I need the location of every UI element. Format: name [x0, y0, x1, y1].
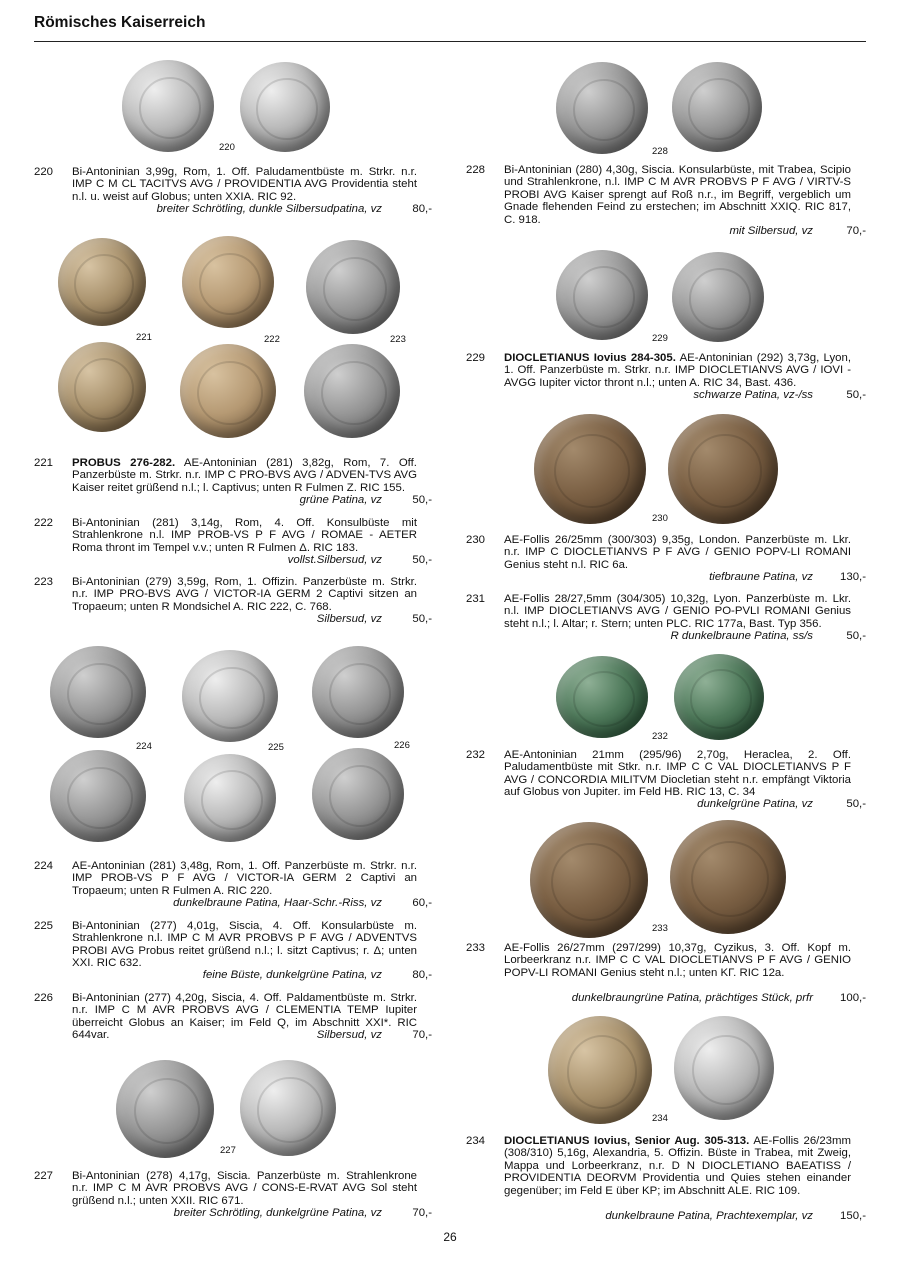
coin-232-reverse	[674, 654, 764, 740]
lot-price: 70,-	[846, 225, 866, 237]
coin-233-reverse	[670, 820, 786, 934]
image-label-229: 229	[652, 333, 668, 344]
image-label-220: 220	[219, 142, 235, 153]
image-label-225: 225	[268, 742, 284, 753]
image-label-226: 226	[394, 740, 410, 751]
coin-234-reverse	[674, 1016, 774, 1120]
coin-229-reverse	[672, 252, 764, 342]
image-label-232: 232	[652, 731, 668, 742]
lot-description: Bi-Antoninian (277) 4,01g, Siscia, 4. Off. Konsularbüste m. Strahlenkrone n.l. IMP C M AVR PROBVS P F AVG / ADVENTVS PROBI AVG Probus reitet grüßend n.l.; l. sitzt Captivus; r. Δ; unten XXI. RIC 632.	[72, 920, 417, 970]
lot-price: 50,-	[846, 389, 866, 401]
lot-condition: breiter Schrötling, dunkelgrüne Patina, vz	[173, 1207, 382, 1219]
lot-231	[466, 593, 866, 645]
image-label-227: 227	[220, 1145, 236, 1156]
lot-number: 230	[466, 534, 486, 546]
coin-230-reverse	[668, 414, 778, 524]
lot-description: AE-Follis 28/27,5mm (304/305) 10,32g, Lyon. Panzerbüste m. Lkr. n.l. IMP DIOCLETIANVS AVG / GENIO PO-PVLI ROMANI Genius steht n.l.; l. Altar; r. Stern; unten PLC. RIC 177a, Bast. Typ 356.	[504, 593, 851, 630]
lot-condition: vollst.Silbersud, vz	[287, 554, 382, 566]
coin-225-reverse	[184, 754, 276, 842]
image-label-233: 233	[652, 923, 668, 934]
ruler-name: DIOCLETIANUS Iovius, Senior Aug. 305-313.	[504, 1135, 750, 1147]
page-header-title: Römisches Kaiserreich	[34, 14, 206, 31]
lot-number: 222	[34, 517, 54, 529]
coin-226-reverse	[312, 748, 404, 840]
image-label-221: 221	[136, 332, 152, 343]
ruler-name: DIOCLETIANUS Iovius 284-305.	[504, 352, 676, 364]
lot-226	[34, 992, 432, 1044]
lot-227	[34, 1170, 432, 1222]
lot-price: 80,-	[412, 969, 432, 981]
lot-condition: schwarze Patina, vz-/ss	[693, 389, 813, 401]
lot-text: AE-Antoninian (292) 3,73g, Lyon, 1. Off. Panzerbüste m. Strkr. n.r. IMP DIOCLETIANVS AVG / IOVI - AVGG Iupiter victor thront n.l.; unten A. RIC 34, Bast. 436.	[504, 352, 851, 389]
lot-condition: dunkelbraungrüne Patina, prächtiges Stück, prfr	[571, 992, 813, 1004]
lot-condition: grüne Patina, vz	[299, 494, 382, 506]
coin-222-reverse	[180, 344, 276, 438]
coin-220-obverse	[122, 60, 214, 152]
lot-number: 227	[34, 1170, 54, 1182]
coin-224-obverse	[50, 646, 146, 738]
lot-number: 228	[466, 164, 486, 176]
lot-number: 225	[34, 920, 54, 932]
lot-condition: R dunkelbraune Patina, ss/s	[670, 630, 813, 642]
lot-description: AE-Follis 26/27mm (297/299) 10,37g, Cyzikus, 3. Off. Kopf m. Lorbeerkranz n.r. IMP C C VAL DIOCLETIANVS P F AVG / GENIO POPV-LI ROMANI Genius steht n.l.; unten KΓ. RIC 12a.	[504, 942, 851, 979]
lot-condition: Silbersud, vz	[316, 1029, 382, 1041]
coin-221-reverse	[58, 342, 146, 432]
lot-price: 70,-	[412, 1029, 432, 1041]
lot-description	[504, 1135, 851, 1197]
lot-number: 234	[466, 1135, 486, 1147]
coin-223-reverse	[304, 344, 400, 438]
coin-223-obverse	[306, 240, 400, 334]
lot-description: AE-Antoninian (281) 3,48g, Rom, 1. Off. Panzerbüste m. Strkr. n.r. IMP PROB-VS P F AVG / VICTOR-IA GERM 2 Captivi an Tropaeum; unten R Fulmen A. RIC 220.	[72, 860, 417, 897]
lot-description: AE-Follis 26/25mm (300/303) 9,35g, London. Panzerbüste m. Lkr. n.r. IMP C DIOCLETIANVS P F AVG / GENIO POPV-LI ROMANI Genius steht n.l. RIC 6a.	[504, 534, 851, 571]
lot-233	[466, 942, 866, 1006]
ruler-name: PROBUS 276-282.	[72, 457, 176, 469]
lot-number: 231	[466, 593, 486, 605]
coin-225-obverse	[182, 650, 278, 742]
lot-number: 224	[34, 860, 54, 872]
lot-price: 50,-	[846, 798, 866, 810]
lot-condition: mit Silbersud, vz	[729, 225, 813, 237]
lot-232	[466, 749, 866, 813]
image-label-224: 224	[136, 741, 152, 752]
image-label-234: 234	[652, 1113, 668, 1124]
lot-223	[34, 576, 432, 628]
lot-price: 70,-	[412, 1207, 432, 1219]
lot-number: 221	[34, 457, 54, 469]
lot-225	[34, 920, 432, 984]
lot-price: 80,-	[412, 203, 432, 215]
lot-condition: dunkelgrüne Patina, vz	[697, 798, 813, 810]
lot-number: 229	[466, 352, 486, 364]
lot-description: Bi-Antoninian (277) 4,20g, Siscia, 4. Off. Paldamentbüste m. Strkr. n.r. IMP C M AVR PROBVS AVG / CLEMENTIA TEMP Iupiter überreicht Globus an Kaiser; im Feld Q, im Abschnitt XXI*. RIC 644var.	[72, 992, 417, 1042]
lot-description: Bi-Antoninian 3,99g, Rom, 1. Off. Paludamentbüste m. Strkr. n.r. IMP C M CL TACITVS AVG / PROVIDENTIA AVG Providentia steht n.l. u. weist auf Globus; unten XXIA. RIC 92.	[72, 166, 417, 203]
lot-condition: Silbersud, vz	[316, 613, 382, 625]
lot-price: 60,-	[412, 897, 432, 909]
lot-price: 50,-	[412, 494, 432, 506]
lot-description	[72, 457, 417, 494]
lot-text: AE-Antoninian (281) 3,82g, Rom, 7. Off. Panzerbüste m. Strkr. n.r. IMP C PRO-BVS AVG / ADVEN-TVS AVG Kaiser reitet grüßend n.l.; l. Captivus; unten R Fulmen Z. RIC 155.	[72, 457, 417, 494]
lot-description	[504, 352, 851, 389]
lot-text: AE-Follis 26/23mm (308/310) 5,16g, Alexandria, 5. Offizin. Büste in Trabea, mit Zweig, Mappa und Lorbeerkranz, n.r. D N DIOCLETIANO BAEATISS / PROVIDENTIA DEORVM Providentia und Quies stehen einander gegenüber; im Feld E über KP; im Abschnitt ALE. RIC 109.	[504, 1135, 851, 1197]
lot-price: 50,-	[412, 554, 432, 566]
coin-230-obverse	[534, 414, 646, 524]
lot-description: Bi-Antoninian (278) 4,17g, Siscia. Panzerbüste m. Strahlenkrone n.r. IMP C M AVR PROBVS AVG / CONS-E-RVAT AVG Sol steht grüßend n.l.; unten XXII. RIC 671.	[72, 1170, 417, 1207]
lot-condition: feine Büste, dunkelgrüne Patina, vz	[202, 969, 382, 981]
lot-228	[466, 164, 866, 240]
page-number: 26	[443, 1230, 457, 1244]
coin-228-reverse	[672, 62, 762, 152]
lot-description: Bi-Antoninian (279) 3,59g, Rom, 1. Offizin. Panzerbüste m. Strkr. n.r. IMP PRO-BVS AVG / VICTOR-IA GERM 2 Captivi sitzen an Tropaeum; unten R Mondsichel A. RIC 222, C. 768.	[72, 576, 417, 613]
coin-234-obverse	[548, 1016, 652, 1124]
lot-price: 130,-	[840, 571, 866, 583]
lot-price: 50,-	[412, 613, 432, 625]
lot-description: Bi-Antoninian (281) 3,14g, Rom, 4. Off. Konsulbüste mit Strahlenkrone n.l. IMP PROB-VS P F AVG / ROMAE - AETER Roma thront im Tempel v.v.; unten R Fulmen Δ. RIC 183.	[72, 517, 417, 554]
coin-227-reverse	[240, 1060, 336, 1156]
image-label-222: 222	[264, 334, 280, 345]
lot-number: 223	[34, 576, 54, 588]
lot-description: Bi-Antoninian (280) 4,30g, Siscia. Konsularbüste, mit Trabea, Scipio und Strahlenkrone, n.l. IMP C M AVR PROBVS P F AVG / VIRTV-S PROBI AVG Kaiser sprengt auf Roß n.r., im Begriff, vergeblich um Gnade flehenden Feind zu erstechen; im Abschnitt XXIQ. RIC 817, C. 918.	[504, 164, 851, 226]
lot-230	[466, 534, 866, 586]
lot-condition: dunkelbraune Patina, Haar-Schr.-Riss, vz	[173, 897, 382, 909]
lot-price: 100,-	[840, 992, 866, 1004]
lot-224	[34, 860, 432, 912]
lot-number: 226	[34, 992, 54, 1004]
lot-number: 232	[466, 749, 486, 761]
image-label-228: 228	[652, 146, 668, 157]
coin-220-reverse	[240, 62, 330, 152]
lot-222	[34, 517, 432, 569]
lot-number: 233	[466, 942, 486, 954]
image-label-230: 230	[652, 513, 668, 524]
lot-234	[466, 1135, 866, 1225]
lot-price: 150,-	[840, 1210, 866, 1222]
lot-price: 50,-	[846, 630, 866, 642]
lot-229	[466, 352, 866, 404]
lot-condition: breiter Schrötling, dunkle Silbersudpatina, vz	[156, 203, 382, 215]
header-rule	[34, 41, 866, 42]
coin-226-obverse	[312, 646, 404, 738]
coin-224-reverse	[50, 750, 146, 842]
lot-221	[34, 457, 432, 509]
coin-221-obverse	[58, 238, 146, 326]
coin-227-obverse	[116, 1060, 214, 1158]
lot-condition: dunkelbraune Patina, Prachtexemplar, vz	[605, 1210, 813, 1222]
lot-number: 220	[34, 166, 54, 178]
coin-222-obverse	[182, 236, 274, 328]
lot-description: AE-Antoninian 21mm (295/96) 2,70g, Heraclea, 2. Off. Paludamentbüste mit Stkr. n.r. IMP C C VAL DIOCLETIANVS P F AVG / CONCORDIA MILITVM Diocletian steht n.r. empfängt Viktoria auf Globus von Jupiter. im Feld HB. RIC 13, C. 34	[504, 749, 851, 799]
image-label-223: 223	[390, 334, 406, 345]
coin-229-obverse	[556, 250, 648, 340]
lot-220	[34, 166, 432, 218]
coin-232-obverse	[556, 656, 648, 738]
coin-228-obverse	[556, 62, 648, 154]
coin-233-obverse	[530, 822, 648, 938]
lot-condition: tiefbraune Patina, vz	[709, 571, 813, 583]
